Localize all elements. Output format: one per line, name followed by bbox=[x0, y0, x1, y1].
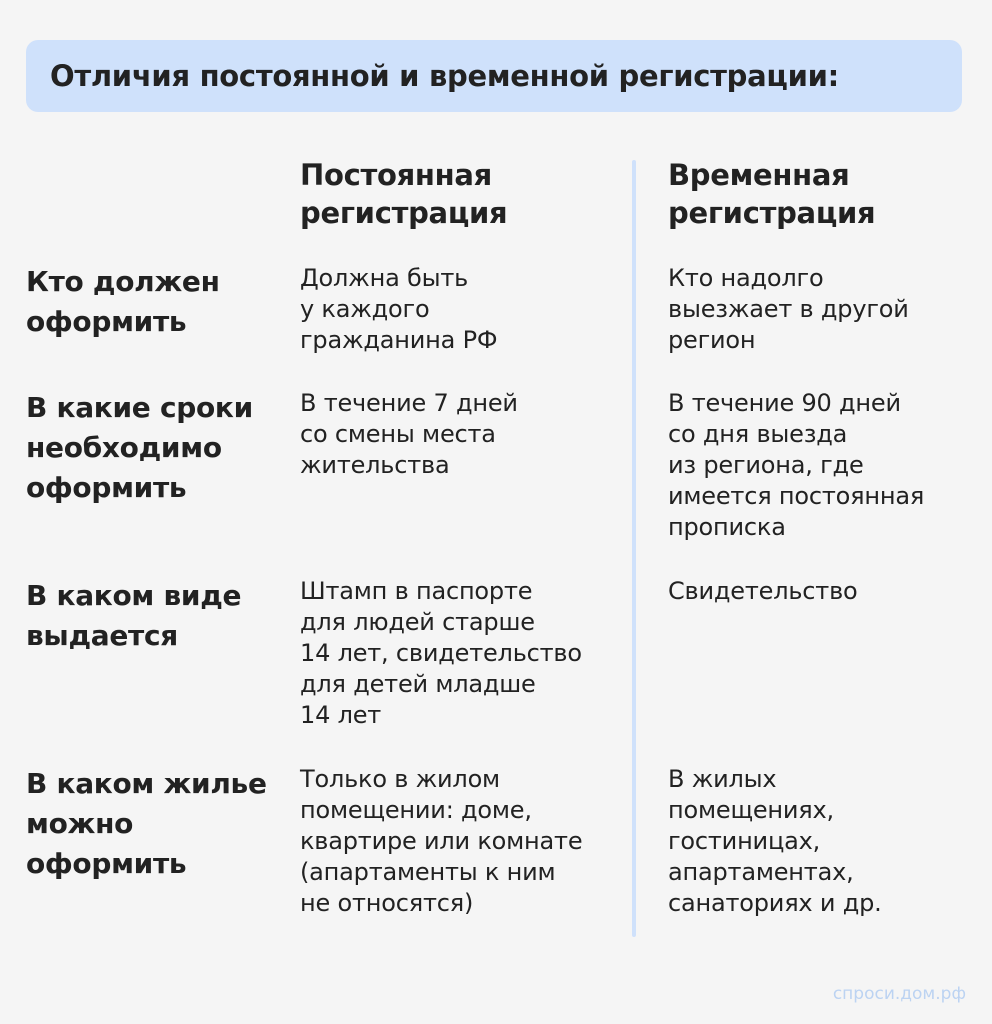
cell-form-temporary: Свидетельство bbox=[668, 577, 858, 605]
row-label-housing: В каком жилье можно оформить bbox=[26, 767, 267, 880]
cell-form-permanent: Штамп в паспорте для людей старше 14 лет, свидетельство для детей младше 14 лет bbox=[300, 577, 582, 729]
watermark: спроси.дом.рф bbox=[832, 984, 966, 1004]
page-title: Отличия постоянной и временной регистрации: bbox=[50, 59, 839, 93]
cell-deadline-permanent: В течение 7 дней со смены места жительства bbox=[300, 389, 518, 479]
row-label-deadline: В какие сроки необходимо оформить bbox=[26, 391, 253, 504]
cell-housing-temporary: В жилых помещениях, гостиницах, апартаментах, санаториях и др. bbox=[668, 765, 882, 917]
row-label-form: В каком виде выдается bbox=[26, 579, 242, 652]
cell-who-temporary: Кто надолго выезжает в другой регион bbox=[668, 264, 909, 354]
row-label-who: Кто должен оформить bbox=[26, 265, 220, 338]
header-banner bbox=[26, 40, 962, 112]
cell-deadline-temporary: В течение 90 дней со дня выезда из региона, где имеется постоянная прописка bbox=[668, 389, 925, 541]
cell-who-permanent: Должна быть у каждого гражданина РФ bbox=[300, 264, 498, 354]
column-header-temporary: Временная регистрация bbox=[668, 158, 876, 230]
column-divider bbox=[632, 160, 636, 937]
column-header-permanent: Постоянная регистрация bbox=[300, 158, 508, 230]
cell-housing-permanent: Только в жилом помещении: доме, квартире или комнате (апартаменты к ним не относятся) bbox=[300, 765, 583, 917]
